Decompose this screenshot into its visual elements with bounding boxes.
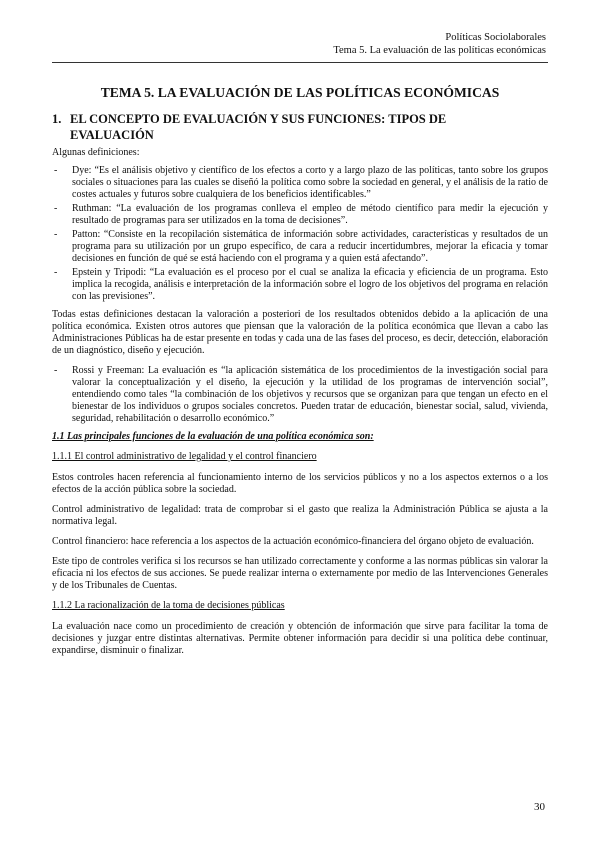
- definition-text: Dye: “Es el análisis objetivo y científico de los efectos a corto y a largo plazo de las políticas, tanto sobre los grupos sociales o situaciones para las cuales se diseñó la política como sobre la sociedad en general, y el análisis de la ratio de costes actuales y futuros sobre cualquiera de los beneficios identificables.”: [72, 165, 548, 200]
- controls-paragraph: Estos controles hacen referencia al funcionamiento interno de los servicios públicos y no a los aspectos externos o a los efectos de la acción pública sobre la sociedad.: [52, 472, 548, 495]
- definitions-list: [52, 165, 548, 303]
- bullet-marker: -: [54, 267, 58, 278]
- summary-paragraph: Todas estas definiciones destacan la valoración a posteriori de los resultados obtenidos debido a la aplicación de una política económica. Existen otros autores que piensan que la valoración de la política económica que llevan a cabo las Administraciones Públicas ha de estar presente en todas y cada una de las fases del proceso, es decir, detección, elaboración de un diagnóstico, diseño y ejecución.: [52, 309, 548, 356]
- definition-epstein-tripodi: [52, 267, 548, 303]
- section-title: EL CONCEPTO DE EVALUACIÓN Y SUS FUNCIONES: TIPOS DE EVALUACIÓN: [70, 112, 447, 142]
- rationalization-paragraph: La evaluación nace como un procedimiento de creación y obtención de información que sirve para facilitar la toma de decisiones y juzgar entre distintas alternativas. Permite obtener información para decidir si una política debe continuar, expandirse, disminuir o finalizar.: [52, 621, 548, 656]
- definition-text: Patton: “Consiste en la recopilación sistemática de información sobre actividades, características y resultados de un programa para su utilización por un grupo específico, de cara a reducir incertidumbres, mejorar la eficacia y tomar decisiones en función de qué se está haciendo con el programa y a quien está afectando”.: [72, 229, 548, 264]
- definitions-intro: Algunas definiciones:: [52, 147, 140, 158]
- bullet-marker: -: [54, 365, 58, 376]
- definition-ruthman: [52, 203, 548, 227]
- section-heading: [52, 111, 548, 143]
- control-types-paragraph: Este tipo de controles verifica si los recursos se han utilizado correctamente y conforme a las normas públicas sin valorar la eficacia ni los efectos de sus acciones. Se puede realizar interna o externamente por medio de las Intervenciones Generales y de los Tribunales de Cuentas.: [52, 556, 548, 591]
- page-title: TEMA 5. LA EVALUACIÓN DE LAS POLÍTICAS ECONÓMICAS: [100, 85, 500, 100]
- subsubsection-heading-control: 1.1.1 El control administrativo de legalidad y el control financiero: [52, 451, 317, 462]
- definition-text: Ruthman: “La evaluación de los programas conlleva el empleo de método científico para medir la ejecución y resultado de programas para ser utilizados en la toma de decisiones”.: [72, 203, 548, 226]
- bullet-marker: -: [54, 165, 58, 176]
- definition-dye: [52, 165, 548, 201]
- definition-text: Epstein y Tripodi: “La evaluación es el proceso por el cual se analiza la eficacia y eficiencia de un programa. Esto implica la recogida, análisis e interpretación de la información sobre el logro de los objetivos del programa en relación con las previsiones”.: [72, 267, 548, 302]
- definition-rossi-freeman: [52, 365, 548, 425]
- section-number: 1.: [52, 112, 62, 126]
- subsection-heading: 1.1 Las principales funciones de la evaluación de una política económica son:: [52, 431, 374, 442]
- financial-paragraph: Control financiero: hace referencia a los aspectos de la actuación económico-financiera del órgano objeto de evaluación.: [52, 536, 534, 547]
- page-number: 30: [534, 801, 545, 813]
- subsubsection-heading-rationalization: 1.1.2 La racionalización de la toma de decisiones públicas: [52, 600, 285, 611]
- page-content: [52, 85, 548, 665]
- running-header: [333, 31, 546, 57]
- legality-paragraph: Control administrativo de legalidad: trata de comprobar si el gasto que realiza la Administración Pública se ajusta a la normativa legal.: [52, 504, 548, 527]
- header-chapter-title: Tema 5. La evaluación de las políticas económicas: [333, 45, 546, 56]
- definition-text: Rossi y Freeman: La evaluación es “la aplicación sistemática de los procedimientos de la investigación social para valorar la conceptualización y el diseño, la ejecución y la utilidad de los programas de intervención social”, entendiendo como tales “la combinación de los objetivos y recursos que se organizan para que tengan un efecto en el bienestar de los individuos o grupos sociales concretos. Pueden tratar de educación, bienestar social, salud, vivienda, seguridad, rehabilitación o desarrollo económico.”: [72, 365, 548, 424]
- bullet-marker: -: [54, 229, 58, 240]
- header-divider: [52, 62, 548, 63]
- definition-patton: [52, 229, 548, 265]
- bullet-marker: -: [54, 203, 58, 214]
- header-course-title: Políticas Sociolaborales: [445, 32, 546, 43]
- definitions-list-rossi: [52, 365, 548, 425]
